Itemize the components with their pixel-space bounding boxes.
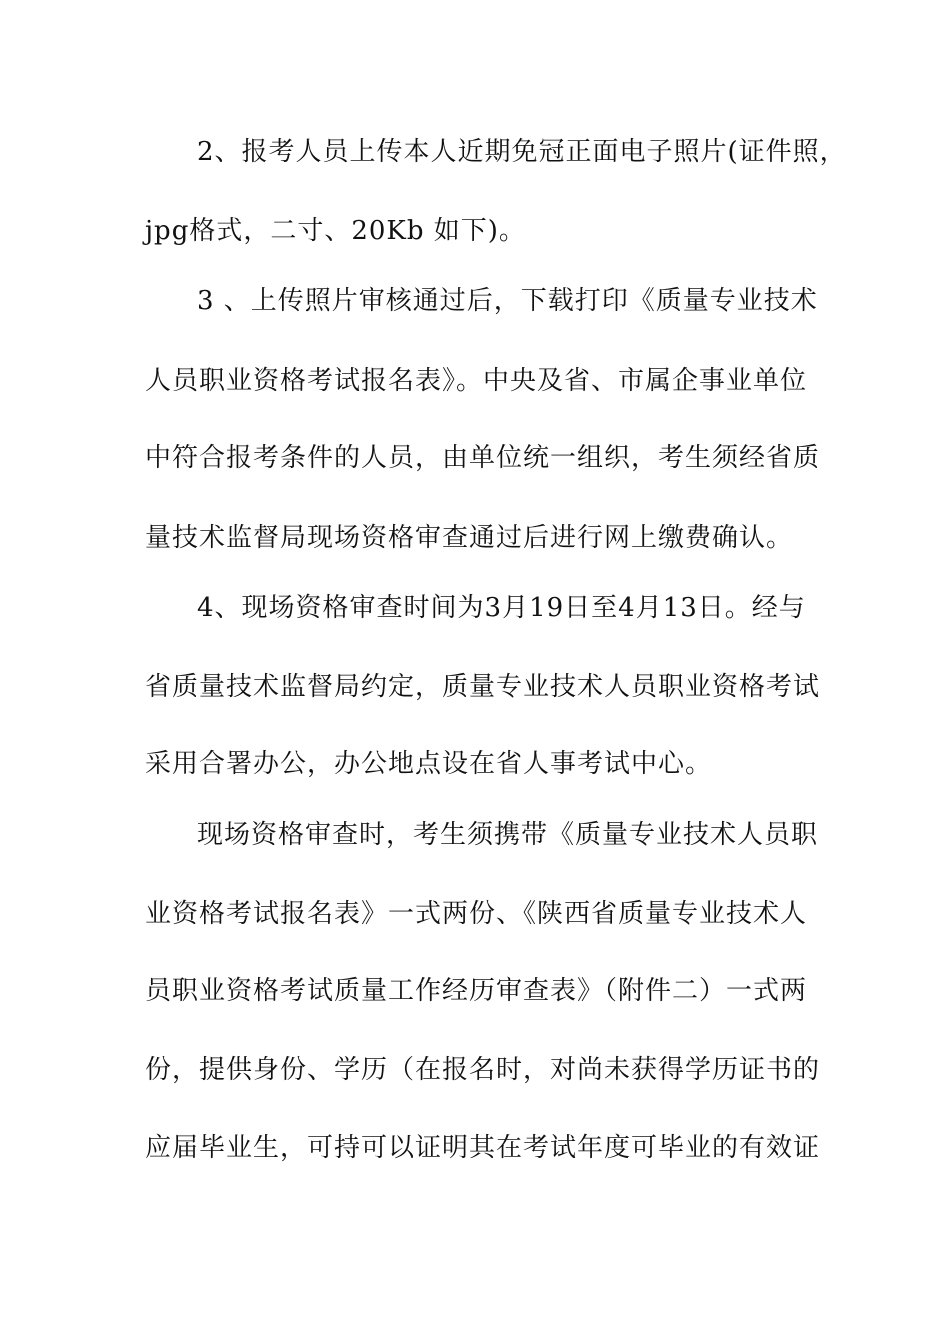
text-line: 业资格考试报名表》一式两份、《陕西省质量专业技术人 xyxy=(145,899,808,929)
text-line: 采用合署办公，办公地点设在省人事考试中心。 xyxy=(145,749,713,779)
text-line: jpg格式，二寸、20Kb 如下)。 xyxy=(145,216,526,246)
text-line: 量技术监督局现场资格审查通过后进行网上缴费确认。 xyxy=(145,523,794,553)
text-line: 中符合报考条件的人员，由单位统一组织，考生须经省质 xyxy=(145,443,821,473)
text-line: 4、现场资格审查时间为3月19日至4月13日。经与 xyxy=(197,593,806,623)
text-line: 2、报考人员上传本人近期免冠正面电子照片(证件照， xyxy=(197,137,847,167)
text-line: 份，提供身份、学历（在报名时，对尚未获得学历证书的 xyxy=(145,1055,821,1085)
text-line: 人员职业资格考试报名表》。中央及省、市属企事业单位 xyxy=(145,366,808,396)
text-line: 应届毕业生，可持可以证明其在考试年度可毕业的有效证 xyxy=(145,1133,821,1163)
text-line: 省质量技术监督局约定，质量专业技术人员职业资格考试 xyxy=(145,672,821,702)
text-line: 现场资格审查时，考生须携带《质量专业技术人员职 xyxy=(197,820,819,850)
text-line: 员职业资格考试质量工作经历审查表》（附件二）一式两 xyxy=(145,976,808,1006)
text-line: 3 、上传照片审核通过后，下载打印《质量专业技术 xyxy=(197,286,818,316)
